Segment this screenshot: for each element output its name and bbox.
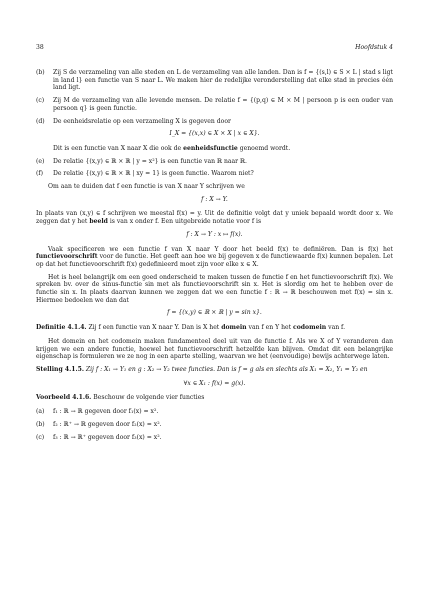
theorem-title: Stelling 4.1.5. (36, 365, 84, 373)
paragraph-indicate: Om aan te duiden dat f een functie is van X naar Y schrijven we (48, 183, 245, 191)
term-beeld: beeld (89, 218, 108, 226)
running-header (36, 44, 393, 54)
page-body (36, 69, 393, 446)
list-item (36, 118, 393, 126)
list-item (36, 408, 393, 416)
item-label: (c) (36, 433, 45, 441)
item-text: De eenheidsrelatie op een verzameling X is gegeven door (53, 117, 231, 125)
term-domein: domein (221, 324, 247, 332)
equation-sin: f = {(x,y) ∈ ℝ × ℝ | y = sin x}. (167, 309, 262, 317)
item-label: (c) (36, 97, 45, 105)
list-item (36, 158, 393, 166)
item-label: (a) (36, 408, 45, 416)
theorem-text: Zij f : X₁ → Y₁ en g : X₂ → Y₂ twee functies. Dan is f = g als en slechts als X₁ = X₂, Y₁ = Y₂ en (83, 365, 368, 373)
definition-title: Definitie 4.1.4. (36, 324, 87, 332)
item-text: f₂ : ℝ⁺ → ℝ gegeven door f₂(x) = x². (53, 420, 162, 428)
paragraph-specify: Vaak specificeren we een functie f van X naar Y door het beeld f(x) te definiëren. Dan is f(x) het functievoorschrift voor de functie. Het geeft aan hoe we bij gegeven x de functiewaarde f(x) kunnen bepalen. Let op dat het functievoorschrift f(x) gedefinieerd moet zijn voor elke x ∈ X. (36, 245, 393, 268)
term-eenheidsfunctie: eenheidsfunctie (183, 144, 238, 152)
list-item (36, 97, 393, 112)
list-item (36, 69, 393, 92)
item-text: Zij M de verzameling van alle levende mensen. De relatie f = {(p,q) ∈ M × M | persoon p is een ouder van persoon q} is geen functie. (53, 97, 393, 112)
item-label: (b) (36, 420, 45, 428)
item-label: (b) (36, 69, 45, 76)
item-text: De relatie {(x,y) ∈ ℝ × ℝ | xy = 1} is geen functie. Waarom niet? (53, 170, 254, 178)
example-title: Voorbeeld 4.1.6. (36, 394, 92, 402)
theorem-4-1-5 (36, 366, 393, 374)
term-functievoorschrift: functievoorschrift (36, 253, 98, 261)
example-4-1-6: Voorbeeld 4.1.6. Beschouw de volgende vier functies (36, 394, 205, 402)
paragraph-notation: In plaats van (x,y) ∈ f schrijven we meestal f(x) = y. Uit de definitie volgt dat y uniek bepaald wordt door x. We zeggen dat y het beeld is van x onder f. Een uitgebreide notatie voor f is (36, 210, 393, 226)
item-label: (e) (36, 157, 45, 165)
term-codomein: codomein (293, 324, 327, 332)
item-label: (f) (36, 170, 44, 178)
equation-theorem: ∀x ∈ X₁ : f(x) = g(x). (183, 379, 246, 387)
paragraph-distinction: Het is heel belangrijk om een goed onderscheid te maken tussen de functie f en het functievoorschrift f(x). We spreken bv. over de sinus-functie sin met als functievoorschrift sin x. Het is slordig om het te hebben over de functie sin x. In plaats daarvan kunnen we zeggen dat we een functie f : ℝ → ℝ beschouwen met f(x) = sin x. Hiermee bedoelen we dan dat (36, 273, 393, 304)
chapter-title: Hoofdstuk 4 (355, 44, 393, 51)
definition-4-1-4: Definitie 4.1.4. Zij f een functie van X naar Y. Dan is X het domein van f en Y het codomein van f. (36, 324, 346, 332)
item-text: Zij S de verzameling van alle steden en L de verzameling van alle landen. Dan is f = {(s,l) ∈ S × L | stad s ligt in land l} een functie van S naar L. We maken hier de redelijke veronderstelling dat elke stad in precies één land ligt. (53, 69, 393, 92)
item-text: f₁ : ℝ → ℝ gegeven door f₁(x) = x². (53, 408, 159, 416)
equation-fxy: f : X → Y. (201, 195, 228, 203)
item-text: De relatie {(x,y) ∈ ℝ × ℝ | y = x²} is een functie van ℝ naar ℝ. (53, 157, 247, 165)
equation-identity: I_X = {(x,x) ∈ X × X | x ∈ X}. (169, 130, 260, 138)
paragraph-domain: Het domein en het codomein maken fundamenteel deel uit van de functie f. Als we X of Y veranderen dan krijgen we een andere functie, hoewel het functievoorschrift hetzelfde kan blijven. Omdat dit een belangrijke eigenschap is formuleren we ze nog in een aparte stelling, waarvan we het (eenvoudige) bewijs achterwege laten. (36, 337, 393, 361)
item-text: f₃ : ℝ → ℝ⁺ gegeven door f₃(x) = x². (53, 433, 162, 441)
equation-map: f : X → Y : x ↦ f(x). (186, 230, 243, 238)
list-item (36, 421, 393, 429)
identity-note: Dit is een functie van X naar X die ook de eenheidsfunctie genoemd wordt. (53, 144, 291, 152)
page-number: 38 (36, 44, 44, 51)
item-label: (d) (36, 117, 45, 125)
list-item (36, 434, 393, 442)
list-item (36, 170, 393, 178)
